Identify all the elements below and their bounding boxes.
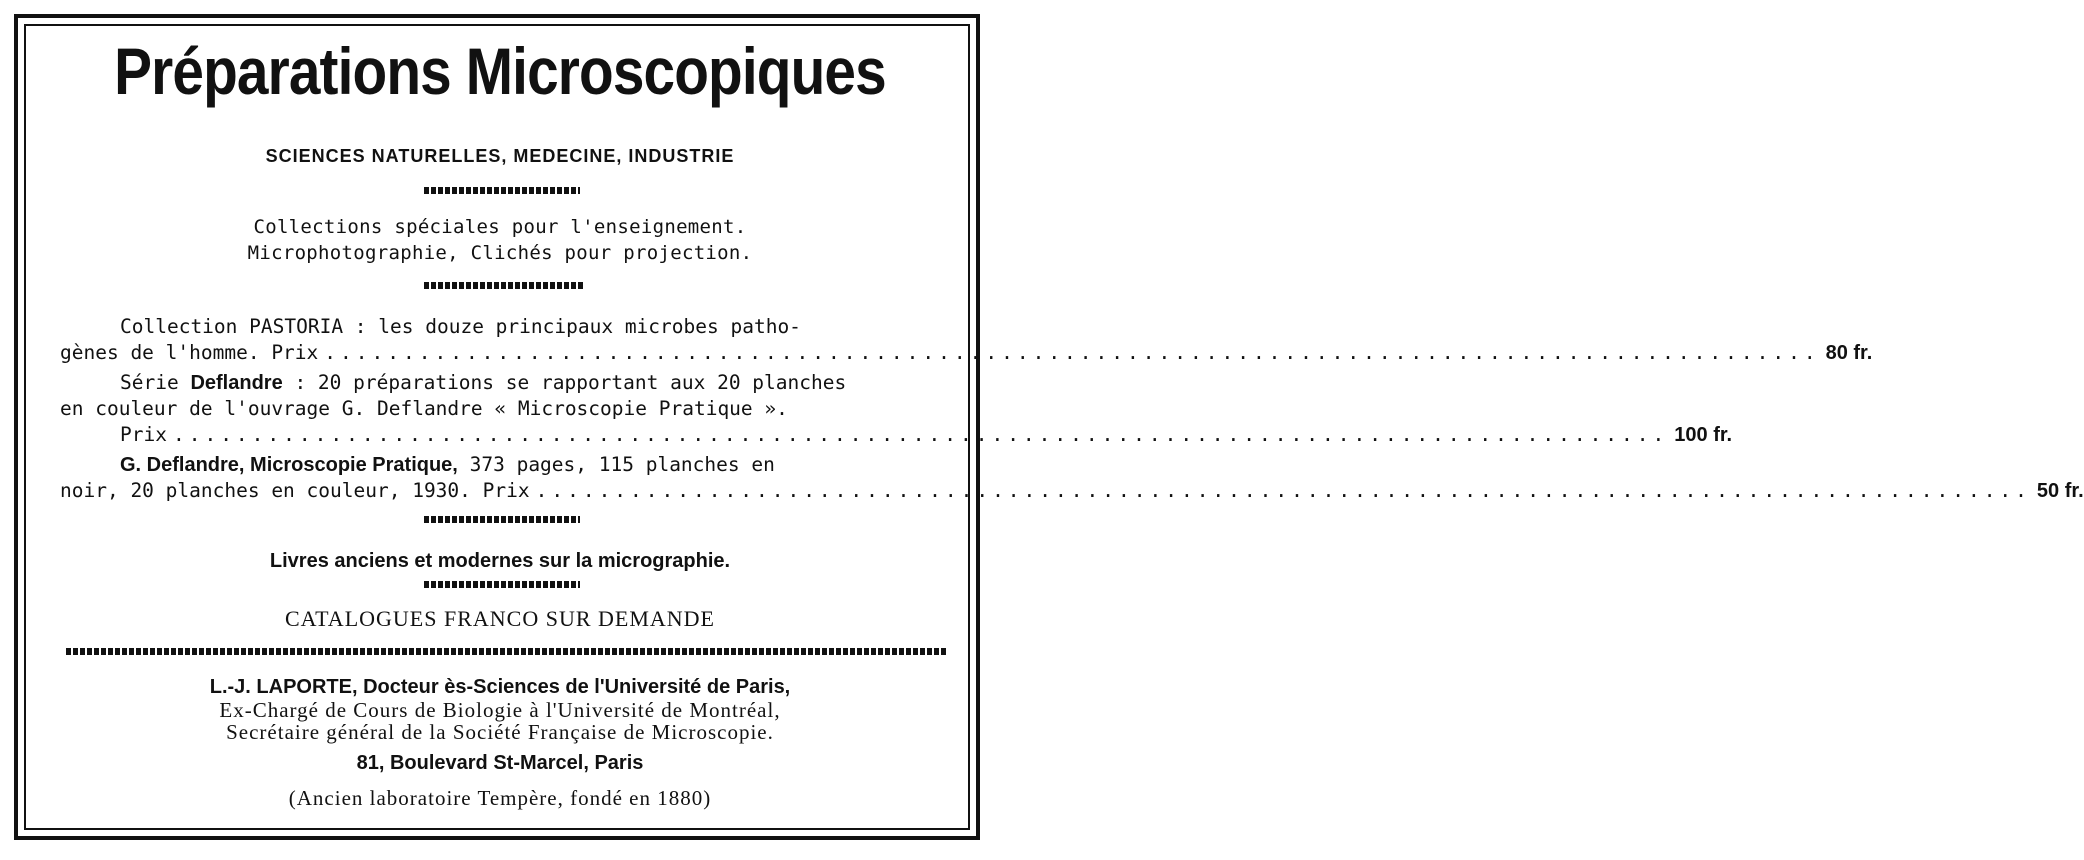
book-rest: 373 pages, 115 planches en: [457, 453, 775, 476]
series-prefix: Série: [120, 371, 191, 394]
publisher-history: (Ancien laboratoire Tempère, fondé en 1880): [288, 786, 712, 810]
deflandre-series-block: [60, 370, 1733, 448]
publisher-role-2: Secrétaire général de la Société Française de Microscopie.: [226, 720, 774, 744]
pastoria-price: 80 fr.: [1825, 342, 1873, 364]
series-name: Deflandre: [190, 372, 283, 394]
publisher-address: 81, Boulevard St-Marcel, Paris: [356, 752, 644, 774]
separator: [424, 187, 580, 194]
series-rest: : 20 préparations se rapportant aux 20 planches: [282, 371, 847, 394]
publisher-role-1: Ex-Chargé de Cours de Biologie à l'Université de Montréal,: [219, 698, 781, 722]
book-line-2: [60, 478, 2084, 504]
deflandre-line-2: en couleur de l'ouvrage G. Deflandre « Microscopie Pratique ».: [60, 397, 788, 420]
page-title: Préparations Microscopiques: [114, 34, 886, 108]
book-title: G. Deflandre, Microscopie Pratique,: [120, 454, 458, 476]
book-text: noir, 20 planches en couleur, 1930. Prix: [60, 479, 530, 502]
separator: [424, 516, 580, 523]
long-separator: [66, 648, 946, 655]
books-line: Livres anciens et modernes sur la micrographie.: [269, 550, 731, 572]
pastoria-line-2: [60, 340, 1873, 366]
deflandre-line-3: [60, 422, 1733, 448]
deflandre-line-1: [60, 370, 950, 396]
book-block: [60, 452, 2084, 504]
deflandre-prix: Prix: [120, 423, 167, 446]
catalogues-line: CATALOGUES FRANCO SUR DEMANDE: [285, 606, 715, 631]
dot-leader: ...............................................................................................: [324, 341, 1820, 364]
pastoria-text: gènes de l'homme. Prix: [60, 341, 319, 364]
pastoria-line-1: Collection PASTORIA : les douze principaux microbes patho-: [120, 315, 801, 338]
deflandre-price: 100 fr.: [1674, 424, 1733, 446]
dot-leader: ...............................................................................................: [172, 423, 1669, 446]
book-line-1: [60, 452, 950, 478]
publisher-name: L.-J. LAPORTE, Docteur ès-Sciences de l'Université de Paris,: [209, 676, 791, 698]
pastoria-block: [60, 314, 1873, 366]
collections-line-1: Collections spéciales pour l'enseignement.: [253, 216, 747, 238]
subtitle: SCIENCES NATURELLES, MEDECINE, INDUSTRIE: [265, 146, 735, 166]
book-price: 50 fr.: [2036, 480, 2084, 502]
separator: [424, 581, 580, 588]
collections-line-2: Microphotographie, Clichés pour projection.: [247, 242, 753, 264]
separator: [424, 282, 584, 289]
dot-leader: ...............................................................................................: [535, 479, 2031, 502]
